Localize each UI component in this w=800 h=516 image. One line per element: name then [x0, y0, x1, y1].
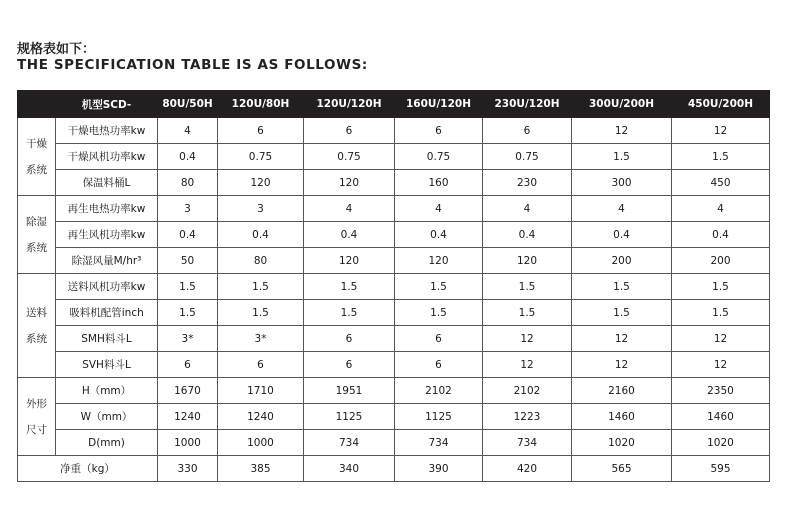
- model-label-header: 机型SCD-: [56, 91, 158, 118]
- heading-english: THE SPECIFICATION TABLE IS AS FOLLOWS:: [17, 57, 368, 73]
- value-cell: 6: [218, 352, 304, 378]
- value-cell: 1.5: [572, 300, 672, 326]
- value-cell: 12: [483, 326, 572, 352]
- table-row: [18, 196, 770, 222]
- value-cell: 1.5: [158, 274, 218, 300]
- value-cell: 1.5: [672, 274, 770, 300]
- value-cell: 1.5: [672, 144, 770, 170]
- group-label-line: 送料: [26, 306, 47, 319]
- parameter-cell: 再生电热功率kw: [56, 196, 158, 222]
- value-cell: 120: [304, 248, 395, 274]
- value-cell: 12: [672, 326, 770, 352]
- header-corner-cell: [18, 91, 56, 118]
- value-cell: 0.4: [218, 222, 304, 248]
- value-cell: 4: [483, 196, 572, 222]
- value-cell: 0.4: [158, 144, 218, 170]
- table-row: [18, 326, 770, 352]
- value-cell: 1.5: [218, 300, 304, 326]
- value-cell: 12: [483, 352, 572, 378]
- value-cell: 1.5: [483, 274, 572, 300]
- value-cell: 6: [395, 352, 483, 378]
- value-cell: 200: [572, 248, 672, 274]
- value-cell: 1.5: [395, 300, 483, 326]
- value-cell: 4: [572, 196, 672, 222]
- value-cell: 120: [395, 248, 483, 274]
- value-cell: 1125: [395, 404, 483, 430]
- parameter-cell: 吸料机配管inch: [56, 300, 158, 326]
- table-row: [18, 248, 770, 274]
- value-cell: 6: [218, 118, 304, 144]
- value-cell: 3*: [158, 326, 218, 352]
- parameter-cell: 再生风机功率kw: [56, 222, 158, 248]
- group-label-line: 尺寸: [26, 423, 47, 436]
- value-cell: 1020: [672, 430, 770, 456]
- value-cell: 4: [304, 196, 395, 222]
- value-cell: 390: [395, 456, 483, 482]
- value-cell: 80: [158, 170, 218, 196]
- value-cell: 2102: [483, 378, 572, 404]
- value-cell: 330: [158, 456, 218, 482]
- value-cell: 120: [483, 248, 572, 274]
- group-label-cell: [18, 378, 56, 456]
- value-cell: 1.5: [483, 300, 572, 326]
- value-cell: 420: [483, 456, 572, 482]
- value-cell: 1.5: [304, 274, 395, 300]
- value-cell: 385: [218, 456, 304, 482]
- parameter-cell: W（mm）: [56, 404, 158, 430]
- table-row: [18, 300, 770, 326]
- value-cell: 0.4: [395, 222, 483, 248]
- value-cell: 2160: [572, 378, 672, 404]
- value-cell: 734: [395, 430, 483, 456]
- value-cell: 0.4: [572, 222, 672, 248]
- value-cell: 565: [572, 456, 672, 482]
- value-cell: 3*: [218, 326, 304, 352]
- value-cell: 1020: [572, 430, 672, 456]
- value-cell: 1000: [218, 430, 304, 456]
- value-cell: 0.75: [218, 144, 304, 170]
- value-cell: 160: [395, 170, 483, 196]
- value-cell: 12: [672, 118, 770, 144]
- value-cell: 0.4: [158, 222, 218, 248]
- value-cell: 6: [395, 326, 483, 352]
- group-label-line: 干燥: [26, 137, 47, 150]
- table-row: [18, 222, 770, 248]
- value-cell: 12: [572, 352, 672, 378]
- model-header-120u-120h: 120U/120H: [304, 91, 395, 118]
- value-cell: 12: [672, 352, 770, 378]
- model-header-230u-120h: 230U/120H: [483, 91, 572, 118]
- value-cell: 230: [483, 170, 572, 196]
- value-cell: 12: [572, 118, 672, 144]
- value-cell: 0.75: [395, 144, 483, 170]
- group-label-line: 系统: [26, 163, 47, 176]
- table-row-weight: [18, 456, 770, 482]
- group-label-line: 系统: [26, 332, 47, 345]
- value-cell: 1.5: [218, 274, 304, 300]
- group-label-line: 除湿: [26, 215, 47, 228]
- value-cell: 50: [158, 248, 218, 274]
- weight-label-cell: 净重（kg）: [18, 456, 158, 482]
- parameter-cell: 除湿风量M/hr³: [56, 248, 158, 274]
- value-cell: 0.4: [483, 222, 572, 248]
- heading-chinese: 规格表如下：: [17, 42, 96, 57]
- value-cell: 300: [572, 170, 672, 196]
- value-cell: 6: [395, 118, 483, 144]
- parameter-cell: 保温料桶L: [56, 170, 158, 196]
- value-cell: 1000: [158, 430, 218, 456]
- table-row: [18, 118, 770, 144]
- value-cell: 1.5: [572, 144, 672, 170]
- table-row: [18, 378, 770, 404]
- group-label-cell: [18, 118, 56, 196]
- parameter-cell: SVH料斗L: [56, 352, 158, 378]
- value-cell: 0.4: [672, 222, 770, 248]
- value-cell: 0.75: [304, 144, 395, 170]
- model-header-120u-80h: 120U/80H: [218, 91, 304, 118]
- value-cell: 12: [572, 326, 672, 352]
- table-body: [18, 118, 770, 482]
- value-cell: 4: [395, 196, 483, 222]
- value-cell: 1460: [672, 404, 770, 430]
- parameter-cell: D(mm): [56, 430, 158, 456]
- value-cell: 4: [672, 196, 770, 222]
- value-cell: 1670: [158, 378, 218, 404]
- table-header-row: [18, 91, 770, 118]
- parameter-cell: SMH料斗L: [56, 326, 158, 352]
- group-label-line: 外形: [26, 397, 47, 410]
- value-cell: 1.5: [304, 300, 395, 326]
- value-cell: 80: [218, 248, 304, 274]
- table-row: [18, 144, 770, 170]
- value-cell: 6: [304, 352, 395, 378]
- group-label-line: 系统: [26, 241, 47, 254]
- value-cell: 1.5: [572, 274, 672, 300]
- value-cell: 1.5: [395, 274, 483, 300]
- value-cell: 734: [483, 430, 572, 456]
- value-cell: 1240: [158, 404, 218, 430]
- group-label-cell: [18, 196, 56, 274]
- value-cell: 3: [218, 196, 304, 222]
- value-cell: 2102: [395, 378, 483, 404]
- value-cell: 0.75: [483, 144, 572, 170]
- specification-table: [17, 90, 770, 482]
- value-cell: 6: [158, 352, 218, 378]
- value-cell: 3: [158, 196, 218, 222]
- value-cell: 1240: [218, 404, 304, 430]
- value-cell: 1125: [304, 404, 395, 430]
- value-cell: 6: [304, 118, 395, 144]
- table-row: [18, 274, 770, 300]
- model-header-450u-200h: 450U/200H: [672, 91, 770, 118]
- table-row: [18, 430, 770, 456]
- parameter-cell: 送料风机功率kw: [56, 274, 158, 300]
- value-cell: 1.5: [672, 300, 770, 326]
- table-row: [18, 352, 770, 378]
- value-cell: 1223: [483, 404, 572, 430]
- value-cell: 1460: [572, 404, 672, 430]
- model-header-160u-120h: 160U/120H: [395, 91, 483, 118]
- value-cell: 120: [218, 170, 304, 196]
- group-label-cell: [18, 274, 56, 378]
- model-header-300u-200h: 300U/200H: [572, 91, 672, 118]
- value-cell: 200: [672, 248, 770, 274]
- value-cell: 734: [304, 430, 395, 456]
- table-row: [18, 170, 770, 196]
- value-cell: 6: [483, 118, 572, 144]
- parameter-cell: 干燥风机功率kw: [56, 144, 158, 170]
- value-cell: 595: [672, 456, 770, 482]
- value-cell: 6: [304, 326, 395, 352]
- parameter-cell: H（mm）: [56, 378, 158, 404]
- value-cell: 340: [304, 456, 395, 482]
- value-cell: 0.4: [304, 222, 395, 248]
- value-cell: 450: [672, 170, 770, 196]
- value-cell: 2350: [672, 378, 770, 404]
- value-cell: 1.5: [158, 300, 218, 326]
- value-cell: 1710: [218, 378, 304, 404]
- table-row: [18, 404, 770, 430]
- model-header-80u-50h: 80U/50H: [158, 91, 218, 118]
- value-cell: 1951: [304, 378, 395, 404]
- value-cell: 4: [158, 118, 218, 144]
- value-cell: 120: [304, 170, 395, 196]
- parameter-cell: 干燥电热功率kw: [56, 118, 158, 144]
